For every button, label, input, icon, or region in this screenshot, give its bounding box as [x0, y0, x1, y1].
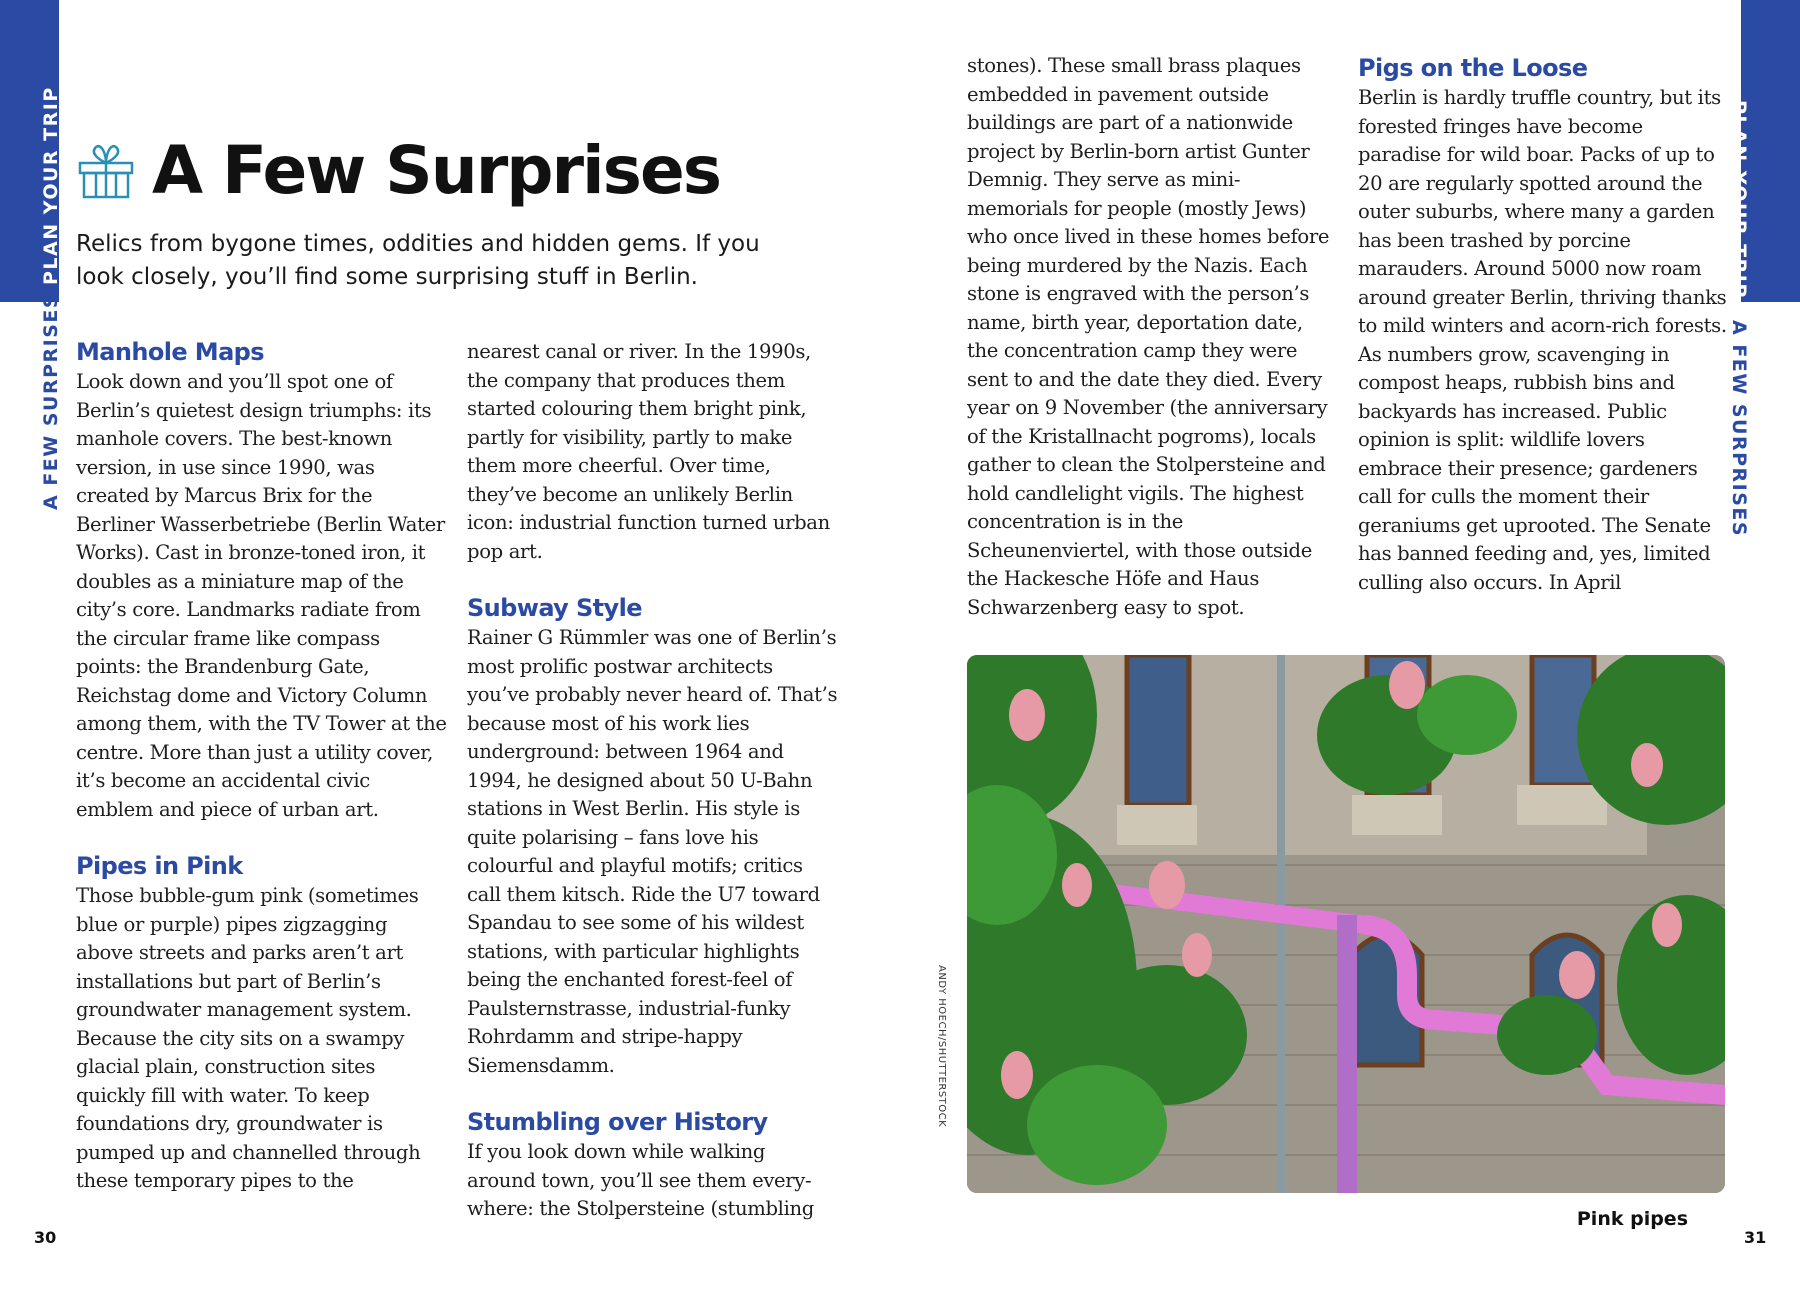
pigs-text: Berlin is hardly truffle country, but its forested fringes have become paradise for wild boar. Packs of up to 20 are regularly spotted around the outer suburbs, where many a garden has been trashed by porcine marauders. Around 5000 now roam around greater Berlin, thriving thanks to mild winters and acorn-rich forests. As numbers grow, scavenging in compost heaps, rubbish bins and backyards has increased. Public opinion is split: wildlife lovers embrace their presence; gardeners call for culls the moment their geraniums get uprooted. The Senate has banned feeding and, yes, limited culling also occurs. In April — [1358, 86, 1727, 594]
stumbling-heading: Stumbling over History — [467, 1108, 768, 1136]
right-section-label: A FEW SURPRISES — [1728, 320, 1750, 538]
column-1 — [76, 336, 448, 1196]
subway-text: Rainer G Rümmler was one of Berlin’s most prolific postwar architects you’ve probably never heard of. That’s because most of his work lies underground: between 1964 and 1994, he designed about 50 U-Bahn stations in West Berlin. His style is quite polarising – fans love his colourful and playful motifs; critics call them kitsch. Ride the U7 toward Spandau to see some of his wildest stations, with particular highlights being the enchanted forest-feel of Paulsternstrasse, industrial-funky Rohrdamm and stripe-happy Siemensdamm. — [467, 626, 838, 1077]
pipes-heading: Pipes in Pink — [76, 852, 243, 880]
left-tab-label: PLAN YOUR TRIP — [40, 86, 62, 285]
stumbling-text-part1: If you look down while walking around town, you’ll see them everywhere: the Stolpersteine (stumbling — [467, 1140, 814, 1220]
column-2 — [467, 338, 839, 1224]
pink-pipes-photo — [967, 655, 1725, 1193]
subway-heading: Subway Style — [467, 594, 642, 622]
pipes-text-part1: Those bubble-gum pink (sometimes blue or purple) pipes zigzagging above streets and parks aren’t art installations but part of Berlin’s groundwater management system. Because the city sits on a swampy glacial plain, construction sites quickly fill with water. To keep foundations dry, groundwater is pumped up and channelled through these temporary pipes to the — [76, 884, 421, 1192]
intro-text: Relics from bygone times, oddities and hidden gems. If you look closely, you’ll find some surprising stuff in Berlin. — [76, 231, 760, 290]
pipes-text-part2: nearest canal or river. In the 1990s, the company that produces them started colouring them bright pink, partly for visibility, partly to make them more cheerful. Over time, they’ve become an unlikely Berlin icon: industrial function turned urban pop art. — [467, 340, 830, 563]
pigs-heading: Pigs on the Loose — [1358, 54, 1588, 82]
manhole-text: Look down and you’ll spot one of Berlin’s quietest design triumphs: its manhole covers. The best-known version, in use since 1990, was created by Marcus Brix for the Berliner Wasserbetriebe (Berlin Water Works). Cast in bronze-toned iron, it doubles as a miniature map of the city’s core. Landmarks radiate from the circular frame like compass points: the Brandenburg Gate, Reichstag dome and Victory Column among them, with the TV Tower at the centre. More than just a utility cover, it’s become an accidental civic emblem and piece of urban art. — [76, 370, 447, 821]
photo-caption: Pink pipes — [1576, 1208, 1688, 1230]
page-number-left: 30 — [34, 1228, 57, 1247]
page-title: A Few Surprises — [152, 132, 720, 209]
column-3 — [967, 52, 1339, 622]
gift-icon — [76, 141, 136, 201]
right-tab-label: PLAN YOUR TRIP — [1728, 100, 1750, 299]
left-section-label: A FEW SURPRISES — [40, 292, 62, 510]
column-4 — [1358, 52, 1730, 597]
page-number-right: 31 — [1744, 1228, 1767, 1247]
photo-credit: ANDY HOECH/SHUTTERSTOCK — [936, 965, 947, 1128]
manhole-heading: Manhole Maps — [76, 338, 264, 366]
stumbling-text-part2: stones). These small brass plaques embedded in pavement outside buildings are part of a nationwide project by Berlin-born artist Gunter Demnig. They serve as mini-memorials for people (mostly Jews) who once lived in these homes before being murdered by the Nazis. Each stone is engraved with the person’s name, birth year, deportation date, the concentration camp they were sent to and the date they died. Every year on 9 November (the anniversary of the Kristallnacht pogroms), locals gather to clean the Stolpersteine and hold candlelight vigils. The highest concentration is in the Scheunenviertel, with those outside the Hackesche Höfe and Haus Schwarzenberg easy to spot. — [967, 54, 1330, 619]
